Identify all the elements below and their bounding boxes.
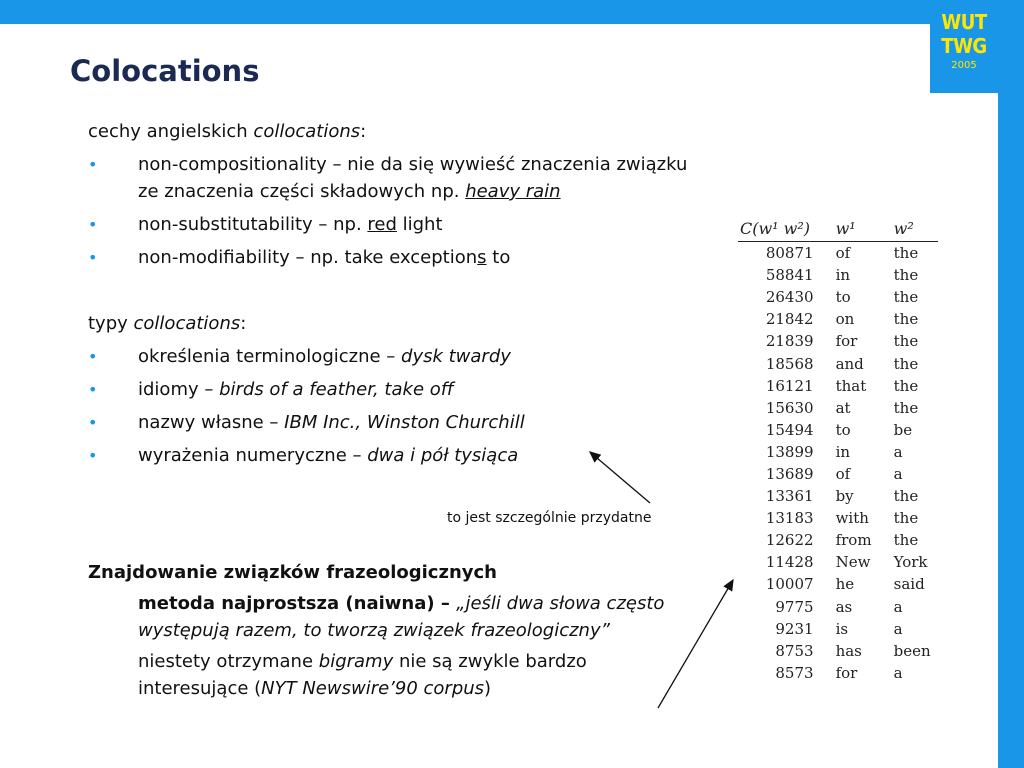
arrow-to-table <box>658 580 733 708</box>
w1-cell: of <box>835 244 851 263</box>
w1-cell: on <box>835 310 855 329</box>
w1-cell: New <box>835 553 871 572</box>
logo-year: 2005 <box>951 60 977 71</box>
side-note: to jest szczególnie przydatne <box>447 510 652 526</box>
w2-cell: said <box>893 575 925 594</box>
w1-cell: has <box>835 641 862 660</box>
count-cell: 8573 <box>775 663 814 682</box>
w1-cell: from <box>835 531 872 550</box>
count-cell: 9775 <box>775 597 814 616</box>
result-description: niestety otrzymane bigramy nie są zwykle bardzo interesujące (NYT Newswire’90 corpus) <box>138 651 587 699</box>
count-cell: 13899 <box>765 442 814 461</box>
list-item: • idiomy – birds of a feather, take off <box>88 376 688 403</box>
method-description: metoda najprostsza (naiwna) – „jeśli dwa słowa często występują razem, to tworzą związek frazeologiczny” <box>138 593 665 641</box>
w1-cell: that <box>835 376 867 395</box>
w2-cell: been <box>893 641 931 660</box>
column-header-count: C(w¹ w²) <box>738 215 836 242</box>
count-cell: 10007 <box>765 575 814 594</box>
w2-cell: the <box>893 310 919 329</box>
w2-cell: the <box>893 266 919 285</box>
w1-cell: with <box>835 509 869 528</box>
count-cell: 16121 <box>765 376 814 395</box>
list-item: • określenia terminologiczne – dysk twardy <box>88 343 688 370</box>
w2-cell: the <box>893 244 919 263</box>
w1-cell: in <box>835 442 851 461</box>
section2-intro: typy collocations: <box>88 313 247 334</box>
logo-line-2: TWG <box>941 34 987 58</box>
slide-title: Colocations <box>70 54 260 88</box>
column-header-w1: w¹ <box>836 215 894 242</box>
bullet-icon: • <box>88 380 98 399</box>
count-cell: 26430 <box>765 288 814 307</box>
column-header-w2: w² <box>894 215 938 242</box>
w2-cell: a <box>893 663 903 682</box>
w1-cell: for <box>835 332 858 351</box>
w2-cell: a <box>893 442 903 461</box>
w1-cell: is <box>835 619 849 638</box>
w2-cell: the <box>893 487 919 506</box>
w2-cell: the <box>893 332 919 351</box>
bullet-icon: • <box>88 446 98 465</box>
bullet-icon: • <box>88 155 98 174</box>
w1-cell: in <box>835 266 851 285</box>
w2-cell: a <box>893 597 903 616</box>
bullet-icon: • <box>88 215 98 234</box>
count-cell: 13689 <box>765 464 814 483</box>
arrow-to-examples <box>590 452 650 503</box>
section3-heading: Znajdowanie związków frazeologicznych <box>88 562 497 583</box>
w2-cell: York <box>893 553 928 572</box>
w2-cell: the <box>893 288 919 307</box>
count-cell: 11428 <box>765 553 814 572</box>
list-item: • wyrażenia numeryczne – dwa i pół tysiąca <box>88 442 688 469</box>
count-cell: 13183 <box>765 509 814 528</box>
w1-cell: he <box>835 575 855 594</box>
w1-cell: and <box>835 354 864 373</box>
logo-line-1: WUT <box>941 10 987 34</box>
w2-cell: a <box>893 619 903 638</box>
count-cell: 13361 <box>765 487 814 506</box>
count-cell: 9231 <box>775 619 814 638</box>
count-cell: 15494 <box>765 420 814 439</box>
w1-cell: to <box>835 420 851 439</box>
count-cell: 21842 <box>765 310 814 329</box>
w1-cell: by <box>835 487 854 506</box>
w1-cell: at <box>835 398 851 417</box>
w2-cell: be <box>893 420 913 439</box>
w1-cell: for <box>835 663 858 682</box>
w2-cell: the <box>893 376 919 395</box>
w1-cell: as <box>835 597 853 616</box>
w2-cell: a <box>893 464 903 483</box>
list-item: • non-modifiability – np. take exceptions to <box>88 244 688 271</box>
w1-cell: of <box>835 464 851 483</box>
count-cell: 58841 <box>765 266 814 285</box>
w2-cell: the <box>893 398 919 417</box>
w1-cell: to <box>835 288 851 307</box>
count-cell: 80871 <box>765 244 814 263</box>
list-item: • non-substitutability – np. red light <box>88 211 688 238</box>
count-cell: 18568 <box>765 354 814 373</box>
section1-intro: cechy angielskich collocations: <box>88 121 367 142</box>
bullet-icon: • <box>88 413 98 432</box>
bullet-icon: • <box>88 347 98 366</box>
count-cell: 21839 <box>765 332 814 351</box>
list-item: • non-compositionality – nie da się wywieść znaczenia związku ze znaczenia części składowych np. heavy rain <box>88 151 688 205</box>
count-cell: 8753 <box>775 641 814 660</box>
list-item: • nazwy własne – IBM Inc., Winston Churchill <box>88 409 688 436</box>
w2-cell: the <box>893 354 919 373</box>
w2-cell: the <box>893 509 919 528</box>
count-cell: 15630 <box>765 398 814 417</box>
bullet-icon: • <box>88 248 98 267</box>
count-cell: 12622 <box>765 531 814 550</box>
w2-cell: the <box>893 531 919 550</box>
